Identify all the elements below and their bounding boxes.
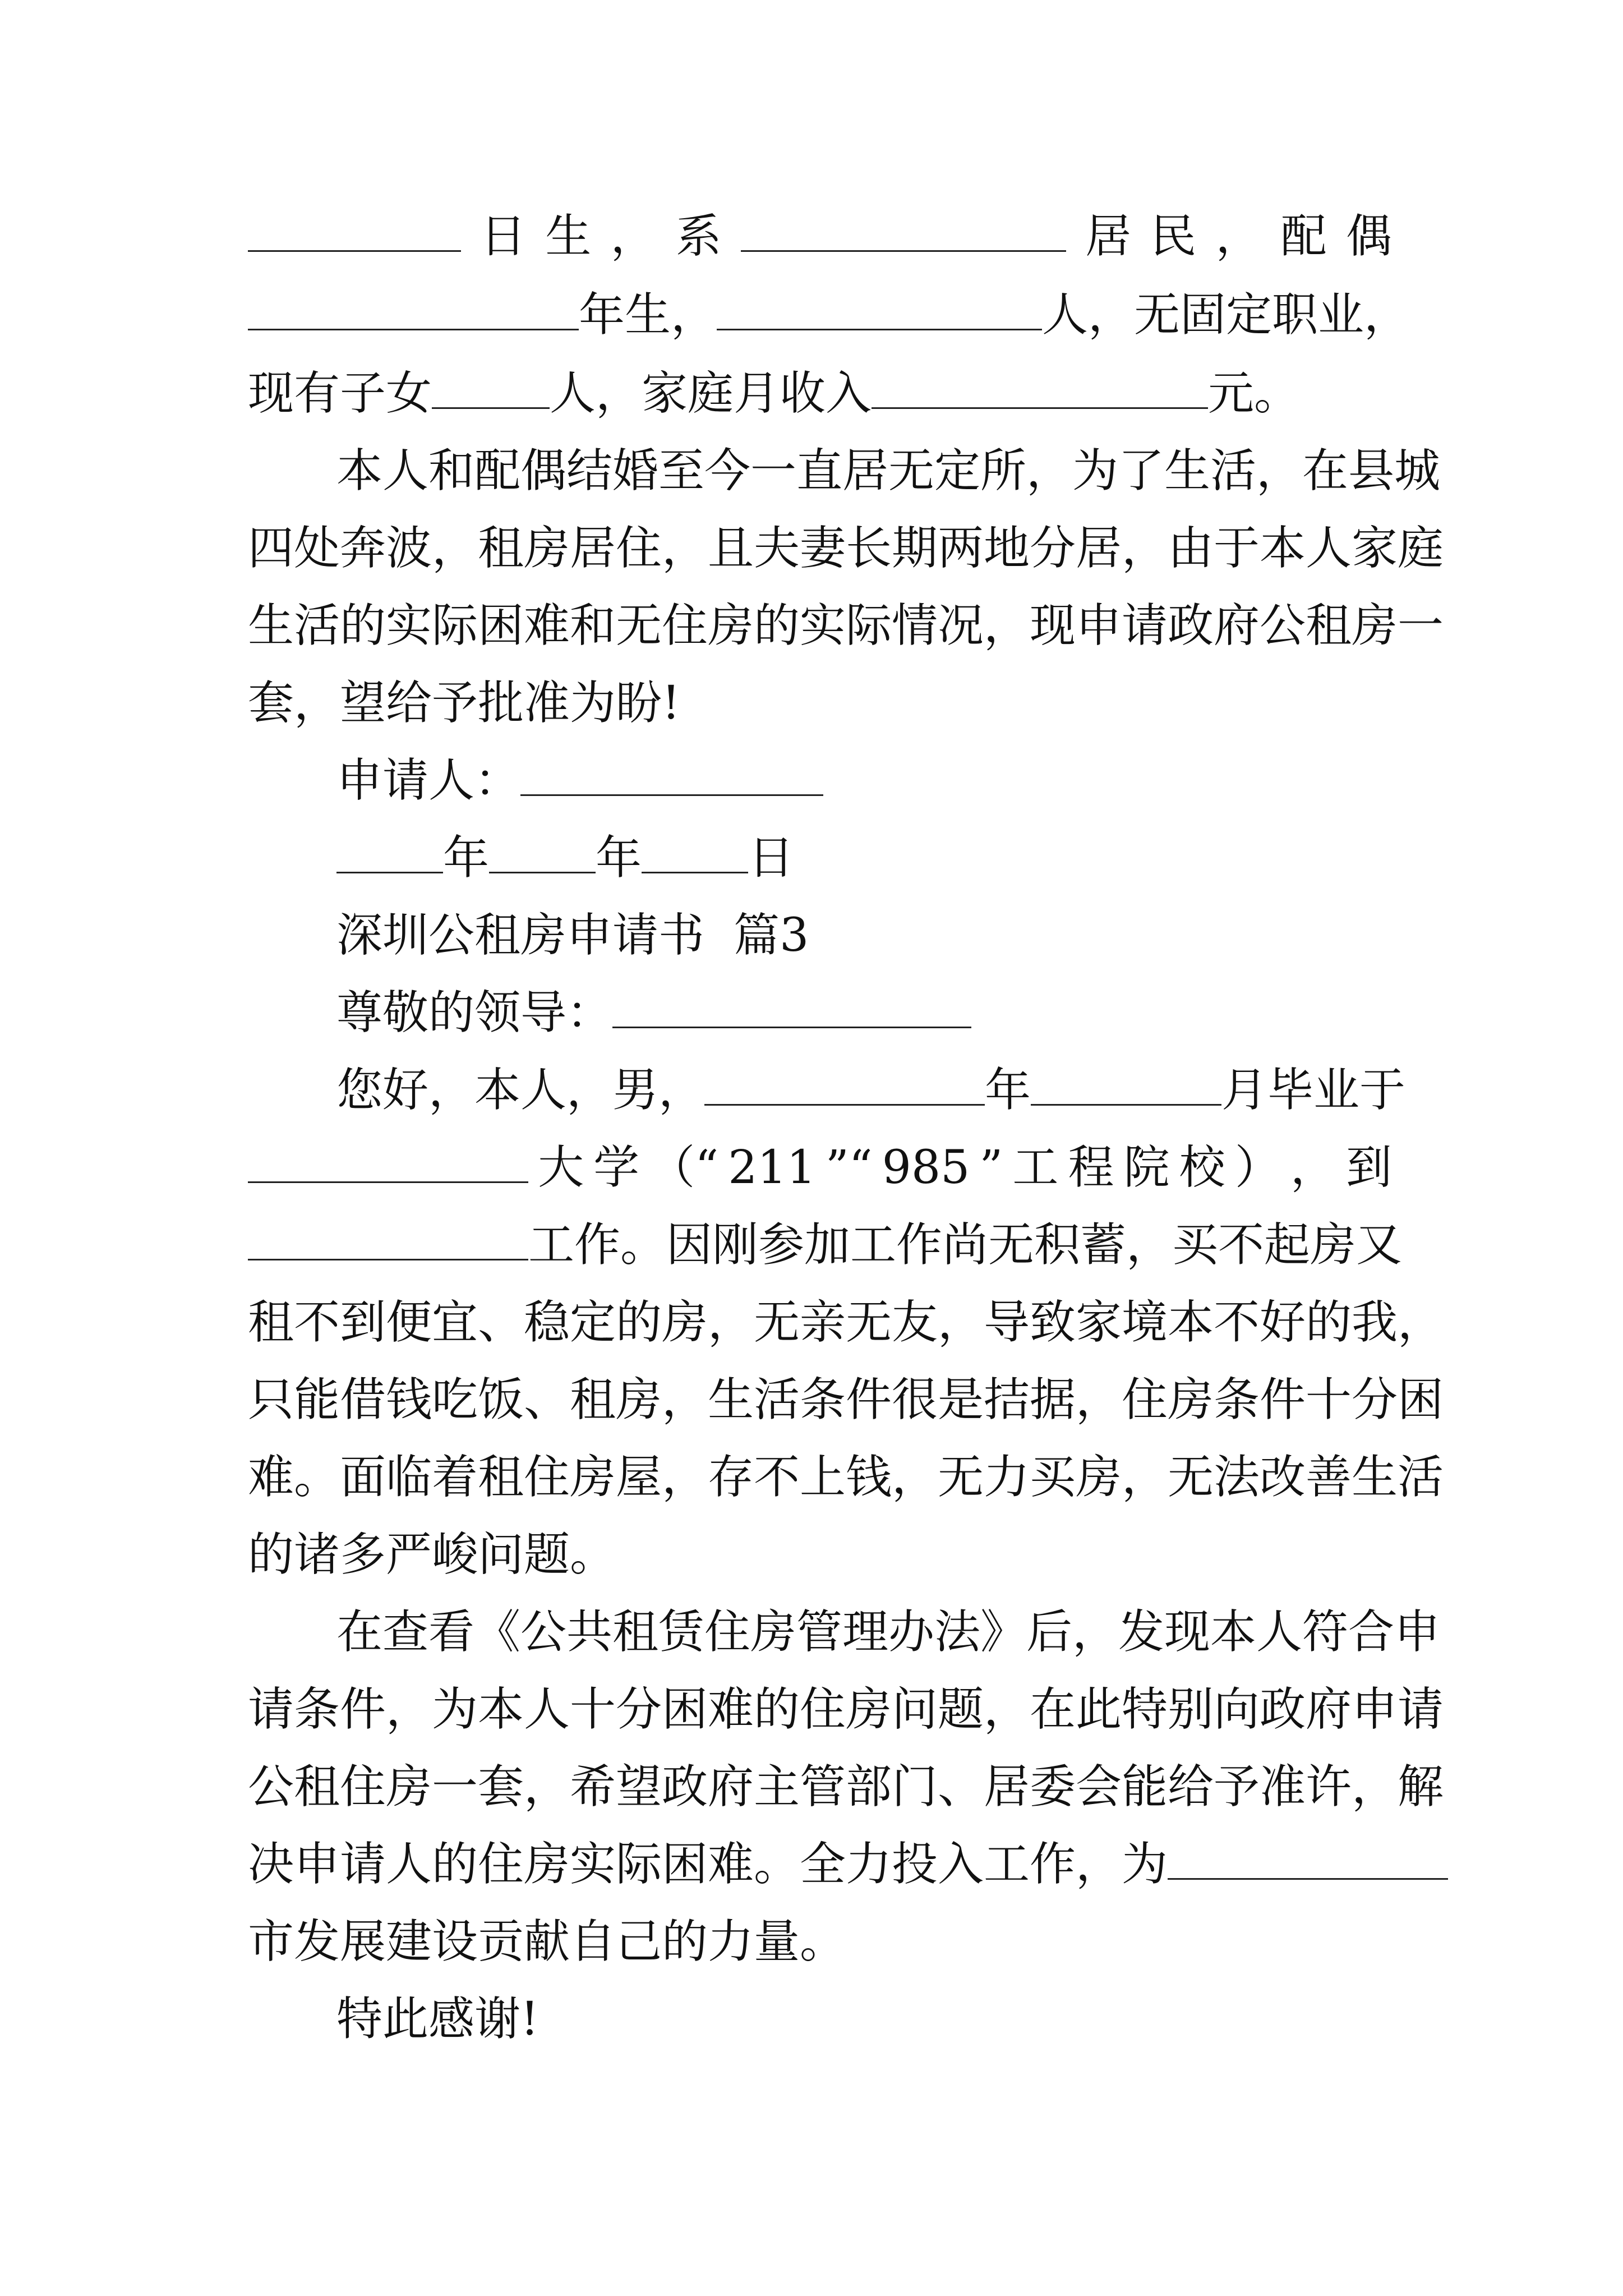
- text: 您好，本人，男，: [336, 1064, 705, 1117]
- spouse-origin-blank[interactable]: [717, 288, 1042, 330]
- text-char: 程: [1068, 1141, 1114, 1194]
- spouse-birth-year-blank[interactable]: [248, 288, 579, 330]
- text-char: 211: [728, 1141, 816, 1194]
- text-char: 院: [1123, 1141, 1170, 1194]
- text-char: 偶: [1345, 210, 1392, 263]
- text: 月毕业于: [1221, 1064, 1406, 1117]
- text: 人，家庭月收入: [550, 367, 872, 420]
- text: 元。: [1208, 367, 1301, 420]
- text-char: 985: [882, 1141, 970, 1194]
- text-char: 工: [1012, 1141, 1059, 1194]
- text-char: ，: [1215, 210, 1262, 263]
- date-year-blank[interactable]: [336, 831, 443, 873]
- text-char: 日: [480, 210, 527, 263]
- text-char: 大: [538, 1141, 584, 1194]
- text-char: 居: [1085, 210, 1132, 263]
- paragraph-line: 难。面临着租住房屋，存不上钱，无力买房，无法改善生活: [248, 1451, 1444, 1504]
- paragraph-line: 在查看《公共租赁住房管理办法》后，发现本人符合申: [336, 1605, 1441, 1659]
- paragraph-line: 生活的实际困难和无住房的实际情况，现申请政府公租房一: [248, 599, 1444, 652]
- text-char: 到: [1345, 1141, 1392, 1194]
- date-day-blank[interactable]: [642, 831, 748, 873]
- paragraph-line: 四处奔波，租房居住，且夫妻长期两地分居，由于本人家庭: [248, 522, 1444, 575]
- paragraph-line-4: [248, 1837, 1448, 1893]
- sec3-line-2: [248, 1140, 1392, 1196]
- text-char: 系: [675, 210, 722, 263]
- paragraph-line: 套，望给予批准为盼!: [248, 677, 680, 730]
- salutation: 尊敬的领导：: [336, 986, 613, 1039]
- date-year-label: 年: [443, 831, 490, 885]
- sec2-line-3: [248, 366, 1300, 422]
- sec3-line-3: [248, 1217, 1402, 1273]
- children-count-blank[interactable]: [432, 367, 550, 409]
- university-blank[interactable]: [248, 1141, 528, 1183]
- sec2-line-1: [248, 209, 1392, 265]
- text-char: ，: [610, 210, 657, 263]
- date-month-label: 年: [596, 831, 642, 885]
- sec2-line-2: [248, 287, 1410, 343]
- paragraph-line: 请条件，为本人十分困难的住房问题，在此特别向政府申请: [248, 1683, 1444, 1736]
- applicant-label: 申请人：: [336, 754, 521, 807]
- grad-month-blank[interactable]: [1031, 1064, 1221, 1106]
- text-char: 校: [1179, 1141, 1225, 1194]
- paragraph-line: 租不到便宜、稳定的房，无亲无友，导致家境本不好的我，: [248, 1296, 1444, 1349]
- text-char: （“: [649, 1141, 719, 1194]
- text-char: 配: [1280, 210, 1327, 263]
- text-char: 民: [1150, 210, 1197, 263]
- city-blank[interactable]: [1168, 1838, 1448, 1880]
- birth-day-blank[interactable]: [248, 210, 461, 252]
- applicant-name-blank[interactable]: [520, 754, 823, 796]
- paragraph-line: 公租住房一套，希望政府主管部门、居委会能给予准许，解: [248, 1760, 1444, 1814]
- workplace-blank[interactable]: [248, 1218, 528, 1260]
- paragraph-line: 本人和配偶结婚至今一直居无定所，为了生活，在县城: [336, 444, 1441, 498]
- salutation-line: [336, 985, 971, 1041]
- text-char: ”: [979, 1141, 1003, 1194]
- text-char: 学: [593, 1141, 640, 1194]
- date-day-label: 日: [748, 831, 795, 885]
- text-char: ，: [1290, 1141, 1336, 1194]
- date-month-blank[interactable]: [489, 831, 596, 873]
- text-char: 生: [545, 210, 592, 263]
- text: 工作。因刚参加工作尚无积蓄，买不起房又: [528, 1218, 1403, 1272]
- grad-year-blank[interactable]: [704, 1064, 985, 1106]
- monthly-income-blank[interactable]: [872, 367, 1208, 409]
- text: 现有子女: [248, 367, 432, 420]
- date-line: [336, 830, 794, 886]
- recipient-blank[interactable]: [612, 986, 971, 1028]
- text: 年生，: [579, 288, 717, 342]
- text-char: ”“: [825, 1141, 873, 1194]
- text: 人，无固定职业，: [1042, 288, 1410, 342]
- section-heading: 深圳公租房申请书 篇3: [336, 909, 809, 962]
- sec3-line-1: [336, 1062, 1405, 1119]
- paragraph-line: 只能借钱吃饭、租房，生活条件很是拮据，住房条件十分困: [248, 1373, 1444, 1427]
- text: 年: [985, 1064, 1031, 1117]
- residence-blank[interactable]: [741, 210, 1066, 252]
- paragraph-line: 市发展建设贡献自己的力量。: [248, 1915, 846, 1968]
- closing-thanks: 特此感谢!: [336, 1993, 539, 2046]
- paragraph-line: 的诸多严峻问题。: [248, 1528, 616, 1581]
- text-char: ）: [1234, 1141, 1281, 1194]
- text: 决申请人的住房实际困难。全力投入工作，为: [248, 1838, 1168, 1891]
- applicant-line: [336, 753, 823, 809]
